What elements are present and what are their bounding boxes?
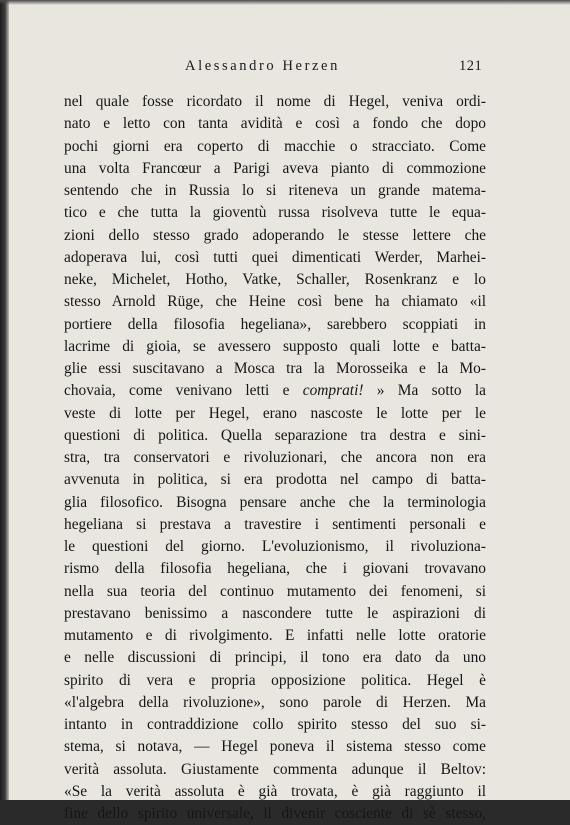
text-line: glia filosofico. Bisogna pensare anche che la terminologia (64, 493, 486, 511)
text-line: questioni di politica. Quella separazione tra destra e sini- (64, 426, 486, 444)
running-head: Alessandro Herzen (185, 58, 340, 74)
page-header (0, 58, 570, 80)
text-line: veste di lotte per Hegel, erano nascoste le lotte per le (64, 404, 486, 422)
text-line: zioni dello stesso grado adoperando le stesse lettere che (64, 226, 486, 244)
text-line: una volta Francœur a Parigi aveva pianto di commozione (64, 159, 486, 177)
text-line: verità assoluta. Giustamente commenta adunque il Beltov: (64, 760, 486, 778)
text-line: stema, si notava, — Hegel poneva il sistema stesso come (64, 738, 486, 756)
text-line: rismo della filosofia hegeliana, che i giovani trovavano (64, 560, 486, 578)
page-top-shadow (0, 0, 570, 5)
text-line: spirito di vera e propria opposizione politica. Hegel è (64, 671, 486, 689)
text-line: e nelle discussioni di principi, il tono era dato da uno (64, 649, 486, 667)
page-number: 121 (459, 58, 483, 74)
text-line: nato e letto con tanta avidità e così a fondo che dopo (64, 115, 486, 133)
text-line: intanto in contraddizione collo spirito stesso del suo si- (64, 716, 486, 733)
text-line: lacrime di gioia, se avessero supposto quali lotte e batta- (64, 337, 486, 355)
text-line: sentendo che in Russia lo si riteneva un grande matema- (64, 182, 486, 199)
text-line: tico e che tutta la gioventù russa risolveva tutte le equa- (64, 204, 486, 222)
text-line: neke, Michelet, Hotho, Vatke, Schaller, Rosenkranz e lo (64, 271, 486, 288)
text-line: pochi giorni era coperto di macchie o stracciato. Come (64, 137, 486, 155)
text-line: adoperava lui, così tutti quei dimenticati Werder, Marhei- (64, 248, 486, 266)
text-line: hegeliana si prestava a travestire i sentimenti personali e (64, 515, 486, 533)
text-line: le questioni del giorno. L'evoluzionismo, il rivoluziona- (64, 538, 486, 555)
text-line: «l'algebra della rivoluzione», sono parole di Herzen. Ma (64, 693, 486, 711)
italic-text: comprati! (302, 382, 364, 400)
text-line: stra, tra conservatori e rivoluzionari, che ancora non era (64, 449, 486, 466)
text-line: portiere della filosofia hegeliana», sarebbero scoppiati in (64, 315, 486, 333)
text-line: stesso Arnold Rüge, che Heine così bene ha chiamato «il (64, 293, 486, 311)
text-line: chovaia, come venivano letti e comprati! » Ma sotto la (64, 382, 486, 400)
text-line: nella sua teoria del continuo mutamento dei fenomeni, si (64, 582, 486, 600)
page-binding-shadow (0, 0, 9, 800)
body-text (64, 91, 486, 825)
text-line: avvenuta in politica, si era prodotta nel campo di batta- (64, 471, 486, 489)
text-line: nel quale fosse ricordato il nome di Hegel, veniva ordi- (64, 93, 486, 110)
text-line: mutamento e di rivolgimento. E infatti nelle lotte oratorie (64, 627, 486, 644)
text-line: fine dello spirito universale, il divenir cosciente di sè stesso, (64, 805, 486, 822)
text-line: glie essi suscitavano a Mosca tra la Morosseika e la Mo- (64, 360, 486, 377)
text-line: «Se la verità assoluta è già trovata, è già raggiunto il (64, 782, 486, 800)
text-line: prestavano benissimo a nascondere tutte le aspirazioni di (64, 604, 486, 622)
